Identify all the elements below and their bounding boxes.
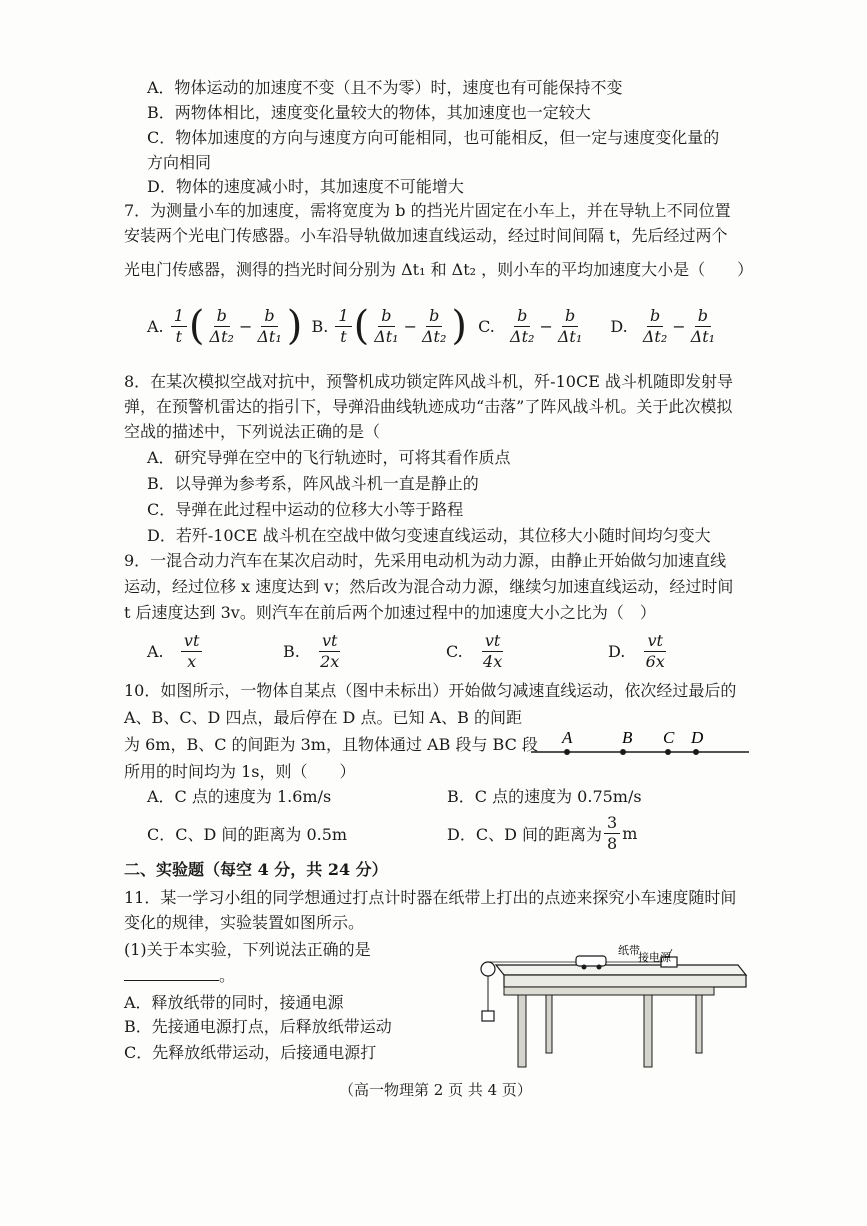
q10-stem-line3: 为 6m，B、C 的间距为 3m，且物体通过 AB 段与 BC 段: [124, 735, 538, 754]
weight-icon: [482, 1011, 494, 1021]
q8-option-c: C．导弹在此过程中运动的位移大小等于路程: [147, 500, 464, 519]
q7-option-d: D. $\frac{b}{\text{Δt₂}}$ − $\frac{b}{\text{Δt₁}}$: [610, 305, 716, 346]
q8-stem-line3: 空战的描述中，下列说法正确的是（: [124, 422, 381, 441]
q8-option-b: B．以导弹为参考系，阵风战斗机一直是静止的: [147, 474, 479, 493]
cart-icon: [576, 956, 606, 966]
q6-option-c-line1: C．物体加速度的方向与速度方向可能相同，也可能相反，但一定与速度变化量的: [147, 128, 720, 147]
q7-option-d-label: D.: [610, 316, 628, 336]
q6-option-a: A．物体运动的加速度不变（且不为零）时，速度也有可能保持不变: [147, 78, 623, 97]
q11-answer-blank: 。: [124, 968, 235, 984]
q7-stem-line2: 安装两个光电门传感器。小车沿导轨做加速直线运动，经过时间间隔 t，先后经过两个: [124, 226, 728, 245]
q7-option-a-label: A.: [147, 316, 164, 336]
q8-stem-line2: 弹，在预警机雷达的指引下，导弹沿曲线轨迹成功“击落”了阵风战斗机。关于此次模拟: [124, 397, 733, 416]
q10-option-a: A．C 点的速度为 1.6m/s: [147, 787, 332, 806]
q6-option-d: D．物体的速度减小时，其加速度不可能增大: [147, 177, 464, 196]
point-label-c: C: [663, 728, 675, 747]
q9-option-a: A. $\frac{vt}{x}$: [147, 633, 204, 670]
q7-option-c: C. $\frac{b}{\text{Δt₂}}$ − $\frac{b}{\text{Δt₁}}$: [478, 305, 583, 346]
q9-stem-line1: 9．一混合动力汽车在某次启动时，先采用电动机为动力源，由静止开始做匀加速直线: [124, 551, 727, 570]
q10-stem-line2: A、B、C、D 四点，最后停在 D 点。已知 A、B 的间距: [124, 708, 522, 727]
q11-stem-line1: 11．某一学习小组的同学想通过打点计时器在纸带上打出的点迹来探究小车速度随时间: [124, 888, 737, 907]
section-2-title: 二、实验题（每空 4 分，共 24 分）: [124, 860, 388, 879]
q9-stem-line2: 运动，经过位移 x 速度达到 v；然后改为混合动力源，继续匀加速直线运动，经过时间: [124, 577, 734, 596]
q11-option-c: C．先释放纸带运动，后接通电源打: [124, 1043, 377, 1062]
q6-option-b: B．两物体相比，速度变化量较大的物体，其加速度也一定较大: [147, 103, 591, 122]
q9-option-d: D. $\frac{vt}{6x}$: [608, 631, 665, 671]
q11-apparatus-figure: [468, 945, 758, 1078]
q11-option-b: B．先接通电源打点，后释放纸带运动: [124, 1017, 392, 1036]
q7-option-b-label: B.: [311, 316, 329, 336]
figure-label-tape: 纸带: [618, 945, 640, 957]
q7-option-a: A. $\frac{1}{t}$ ( $\frac{b}{\text{Δt₂}}$ − $\frac{b}{\text{Δt₁}}$ ): [147, 303, 303, 349]
q8-stem-line1: 8．在某次模拟空战对抗中，预警机成功锁定阵风战斗机，歼-10CE 战斗机随即发射导: [124, 372, 733, 391]
q7-stem-line1: 7．为测量小车的加速度，需将宽度为 b 的挡光片固定在小车上，并在导轨上不同位置: [124, 201, 731, 220]
q10-line-diagram: [525, 726, 753, 762]
point-label-d: D: [691, 728, 704, 747]
pulley-icon: [481, 962, 495, 976]
q9-option-c: C. $\frac{vt}{4x}$: [446, 631, 503, 671]
q11-option-a: A．释放纸带的同时，接通电源: [124, 993, 344, 1012]
figure-label-power: 接电源: [638, 952, 671, 964]
q6-option-c-line2: 方向相同: [147, 153, 212, 172]
q11-stem-line2: 变化的规律，实验装置如图所示。: [124, 913, 365, 932]
q8-option-a: A．研究导弹在空中的飞行轨迹时，可将其看作质点: [147, 448, 511, 467]
q7-option-c-label: C.: [478, 316, 495, 336]
page-footer: （高一物理第 2 页 共 4 页）: [339, 1081, 532, 1099]
q7-stem-line3: 光电门传感器，测得的挡光时间分别为 Δt₁ 和 Δt₂ ，则小车的平均加速度大小是（ ）: [124, 260, 754, 279]
q10-option-d: D．C、D 间的距离为 $\frac{3}{8}$ m: [447, 813, 638, 853]
q7-options: [147, 303, 720, 349]
q9-option-b: B. $\frac{vt}{2x}$: [283, 631, 340, 671]
q11-sub1: (1)关于本实验，下列说法正确的是: [124, 940, 371, 959]
q10-stem-line4: 所用的时间均为 1s，则（ ）: [124, 762, 356, 781]
q7-option-b: B. $\frac{1}{t}$ ( $\frac{b}{\text{Δt₁}}$ − $\frac{b}{\text{Δt₂}}$ ): [311, 303, 468, 349]
q10-option-c: C．C、D 间的距离为 0.5m: [147, 825, 348, 844]
q10-option-b: B．C 点的速度为 0.75m/s: [447, 787, 642, 806]
q10-stem-line1: 10．如图所示，一物体自某点（图中未标出）开始做匀减速直线运动，依次经过最后的: [124, 681, 737, 700]
point-label-b: B: [622, 728, 633, 747]
point-label-a: A: [562, 728, 573, 747]
q8-option-d: D．若歼-10CE 战斗机在空战中做匀变速直线运动，其位移大小随时间均匀变大: [147, 526, 711, 545]
q9-stem-line3: t 后速度达到 3v。则汽车在前后两个加速过程中的加速度大小之比为（ ）: [124, 603, 656, 622]
